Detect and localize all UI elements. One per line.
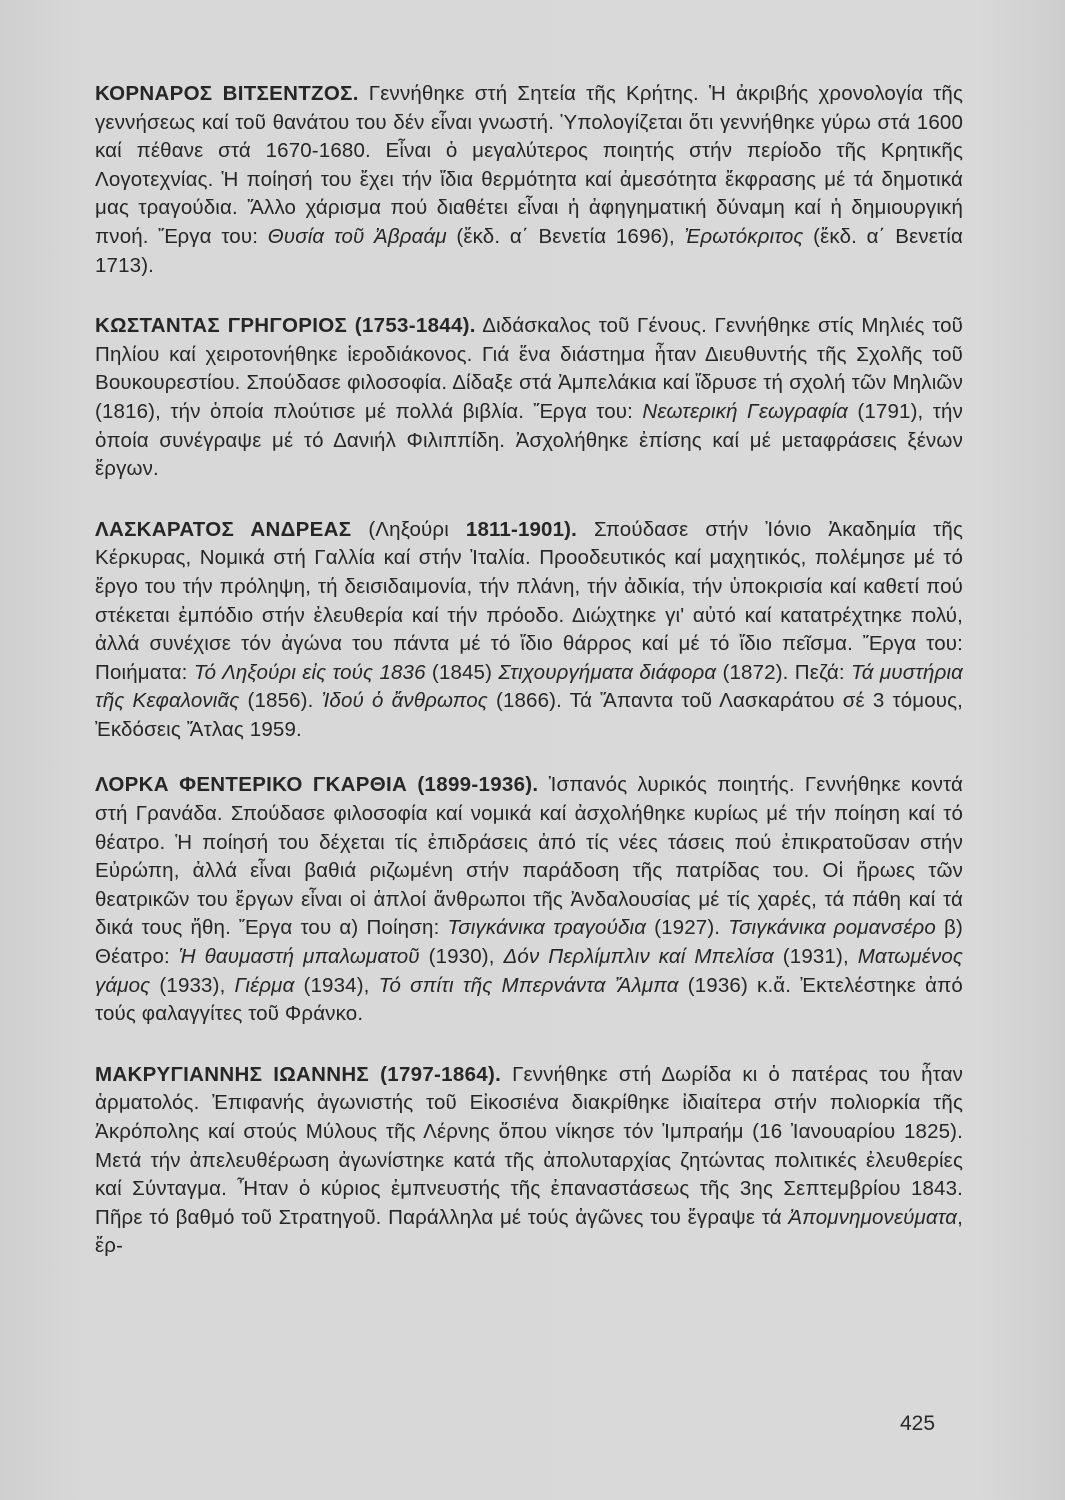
entry-text: (1866). Τά Ἅπαντα τοῦ Λασκαράτου σέ 3 τόμους, Ἐκδόσεις Ἄτλας 1959. bbox=[95, 689, 964, 741]
entry-dates: 1811-1901). bbox=[465, 517, 577, 541]
work-title: Θυσία τοῦ Ἀβραάμ bbox=[267, 224, 447, 248]
entry-text: (1872). Πεζά: bbox=[716, 660, 851, 684]
entry-text: Γεννήθηκε στή Δωρίδα κι ὁ πατέρας του ἦταν ἁρματολός. Ἐπιφανής ἀγωνιστής τοῦ Εἰκοσιένα διακρίθηκε ἰδιαίτερα στήν πολιορκία τῆς Ἀκρόπολης καί στούς Μύλους τῆς Λέρνης ὅπου νίκησε τόν Ἰμπραήμ (16 Ἰανουαρίου 1825). Μετά τήν ἀπελευθέρωση ἀγωνίστηκε κατά τῆς ἀπολυταρχίας ζητώντας πολιτικές ἐλευθερίες καί Σύνταγμα. Ἦταν ὁ κύριος ἐμπνευστής τῆς ἐπαναστάσεως τῆς 3ης Σεπτεμβρίου 1843. Πῆρε τό βαθμό τοῦ Στρατηγοῦ. Παράλληλα μέ τούς ἀγῶνες του ἔγραψε τά bbox=[95, 1062, 963, 1229]
entry-text: (ἔκδ. α΄ Βενετία 1713). bbox=[95, 224, 964, 277]
page-number: 425 bbox=[900, 1412, 936, 1435]
work-title: Τσιγκάνικα ρομανσέρο bbox=[728, 916, 936, 940]
entry-text: (1936) κ.ἄ. Ἐκτελέστηκε ἀπό τούς φαλαγγίτες τοῦ Φράνκο. bbox=[95, 973, 963, 1026]
work-title: Γιέρμα bbox=[234, 973, 295, 997]
work-title: Στιχουργήματα διάφορα bbox=[498, 660, 717, 684]
entry-text: , ἔρ- bbox=[95, 1205, 963, 1258]
work-title: Ἡ θαυμαστή μπαλωματοῦ bbox=[178, 945, 420, 969]
entry-text: β) Θέατρο: bbox=[95, 916, 963, 969]
entry-text: (1930), bbox=[419, 945, 504, 969]
entry-text: Γεννήθηκε στή Σητεία τῆς Κρήτης. Ἡ ἀκριβής χρονολογία τῆς γεννήσεως καί τοῦ θανάτου του δέν εἶναι γνωστή. Ὑπολογίζεται ὅτι γεννήθηκε γύρω στά 1600 καί πέθανε στά 1670-1680. Εἶναι ὁ μεγαλύτερος ποιητής στήν περίοδο τῆς Κρητικῆς Λογοτεχνίας. Ἡ ποίησή του ἔχει τήν ἴδια θερμότητα καί ἀμεσότητα ἔκφρασης μέ τά δημοτικά μας τραγούδια. Ἄλλο χάρισμα πού διαθέτει εἶναι ἡ ἀφηγηματική δύναμη καί ἡ δημιουργική πνοή. Ἔργα του: bbox=[95, 82, 963, 248]
entry-text: (1931), bbox=[773, 945, 858, 969]
work-title: Ματωμένος γάμος bbox=[95, 945, 964, 997]
entry-text: Σπούδασε στήν Ἰόνιο Ἀκαδημία τῆς Κέρκυρας, Νομικά στή Γαλλία καί στήν Ἰταλία. Προοδευτικός καί μαχητικός, πολέμησε μέ τό ἔργο του τήν πρόληψη, τή δεισιδαιμονία, τήν πλάνη, τήν ἀδικία, τήν ὑποκρισία καί καθετί πού στέκεται ἐμπόδιο στήν ἐλευθερία καί τήν πρόοδο. Διώχτηκε γι' αὐτό καί κατατρέχτηκε πολύ, ἀλλά συνέχισε τόν ἀγώνα του πάντα μέ τό ἴδιο θάρρος καί μέ τό ἴδιο πεῖσμα. Ἔργα του: Ποιήματα: bbox=[95, 517, 963, 684]
page-body bbox=[95, 80, 963, 1261]
entry-text: (1933), bbox=[150, 973, 235, 997]
work-title: Δόν Περλίμπλιν καί Μπελίσα bbox=[503, 945, 774, 969]
entry-heading: ΛΟΡΚΑ ΦΕΝΤΕΡΙΚΟ ΓΚΑΡΘΙΑ (1899-1936). bbox=[95, 773, 539, 797]
work-title: Ἰδού ὁ ἄνθρωπος bbox=[321, 689, 488, 713]
entry-text: (1791), τήν ὁποία συνέγραψε μέ τό Δανιήλ Φιλιππίδη. Ἀσχολήθηκε ἐπίσης καί μέ μεταφράσεις ξένων ἔργων. bbox=[95, 399, 963, 481]
entry-heading: ΛΑΣΚΑΡΑΤΟΣ ΑΝΔΡΕΑΣ bbox=[95, 517, 352, 541]
entry-text: (1856). bbox=[239, 689, 322, 713]
entry-text: (ἔκδ. α΄ Βενετία 1696), bbox=[446, 224, 685, 248]
entry-birthplace: (Ληξούρι bbox=[351, 517, 466, 541]
work-title: Τό σπίτι τῆς Μπερνάντα Ἄλμπα bbox=[378, 973, 679, 997]
work-title: Νεωτερική Γεωγραφία bbox=[642, 399, 849, 423]
work-title: Ἐρωτόκριτος bbox=[684, 224, 804, 248]
entry-makrygiannis bbox=[95, 1061, 963, 1261]
entry-text: Ἰσπανός λυρικός ποιητής. Γεννήθηκε κοντά στή Γρανάδα. Σπούδασε φιλοσοφία καί νομικά καί ἀσχολήθηκε κυρίως μέ τήν ποίηση καί τό θέατρο. Ἡ ποίησή του δέχεται τίς ἐπιδράσεις ἀπό τίς νέες τάσεις πού ἐπικρατοῦσαν στήν Εὐρώπη, ἀλλά εἶναι βαθιά ριζωμένη στήν παράδοση τῆς πατρίδας του. Οἱ ἥρωες τῶν θεατρικῶν του ἔργων εἶναι οἱ ἁπλοί ἄνθρωποι τῆς Ἀνδαλουσίας μέ τίς χαρές, τά πάθη καί τά δικά τους ἤθη. Ἔργα του α) Ποίηση: bbox=[95, 773, 963, 940]
entry-heading: ΚΟΡΝΑΡΟΣ ΒΙΤΣΕΝΤΖΟΣ. bbox=[95, 82, 359, 105]
entry-laskaratos bbox=[95, 516, 963, 745]
work-title: Τσιγκάνικα τραγούδια bbox=[447, 916, 647, 940]
work-title: Τό Ληξούρι εἰς τούς 1836 bbox=[193, 660, 426, 684]
work-title: Ἀπομνημονεύματα bbox=[788, 1205, 958, 1229]
entry-text: (1927). bbox=[646, 916, 729, 940]
entry-text: (1934), bbox=[294, 973, 379, 997]
entry-text: Διδάσκαλος τοῦ Γένους. Γεννήθηκε στίς Μηλιές τοῦ Πηλίου καί χειροτονήθηκε ἱεροδιάκονος. Γιά ἕνα διάστημα ἦταν Διευθυντής τῆς Σχολῆς τοῦ Βουκουρεστίου. Σπούδασε φιλοσοφία. Δίδαξε στά Ἀμπελάκια καί ἵδρυσε τή σχολή τῶν Μηλιῶν (1816), τήν ὁποία πλούτισε μέ πολλά βιβλία. Ἔργα του: bbox=[95, 314, 963, 423]
entry-kostantas bbox=[95, 312, 963, 484]
entry-lorca bbox=[95, 771, 963, 1028]
work-title: Τά μυστήρια τῆς Κεφαλονιᾶς bbox=[95, 660, 964, 713]
entry-kornaros bbox=[95, 80, 963, 280]
entry-heading: ΚΩΣΤΑΝΤΑΣ ΓΡΗΓΟΡΙΟΣ (1753-1844). bbox=[95, 314, 476, 338]
entry-heading: ΜΑΚΡΥΓΙΑΝΝΗΣ ΙΩΑΝΝΗΣ (1797-1864). bbox=[95, 1062, 502, 1086]
entry-text: (1845) bbox=[425, 660, 499, 684]
